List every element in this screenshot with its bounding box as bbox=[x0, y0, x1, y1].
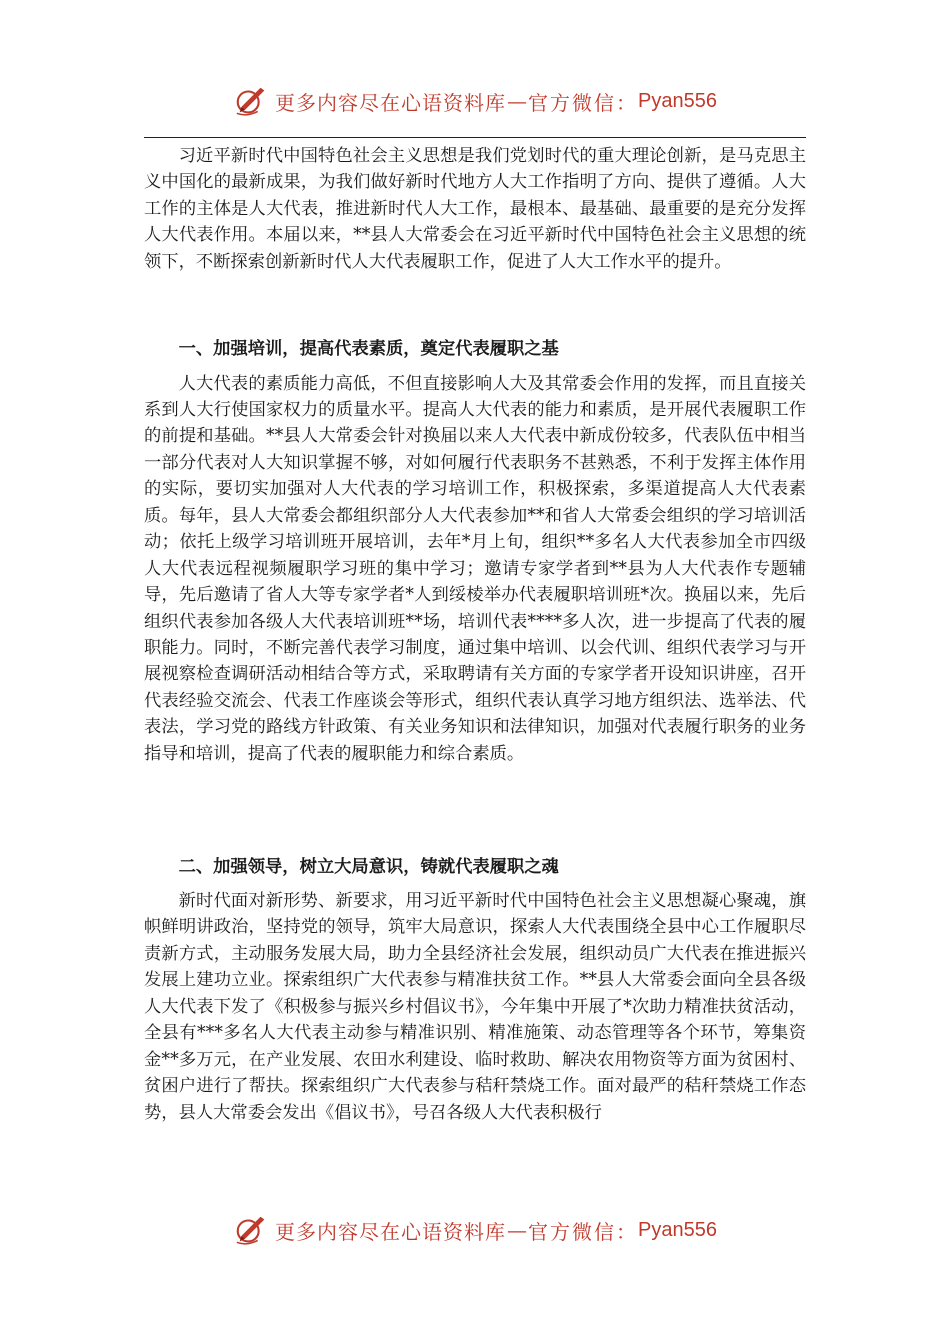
section-heading-1: 一、加强培训，提高代表素质，奠定代表履职之基 bbox=[178, 339, 559, 359]
pen-logo-icon bbox=[233, 1211, 271, 1249]
banner-title: 更多内容尽在心语资料库 bbox=[275, 90, 507, 115]
footer-banner bbox=[0, 1208, 950, 1252]
banner-title: 更多内容尽在心语资料库 bbox=[275, 1219, 507, 1244]
header-banner bbox=[0, 79, 950, 123]
section-1-paragraph: 人大代表的素质能力高低，不但直接影响人大及其常委会作用的发挥，而且直接关系到人大行使国家权力的质量水平。提高人大代表的能力和素质，是开展代表履职工作的前提和基础。**县人大常委会针对换届以来人大代表中新成份较多，代表队伍中相当一部分代表对人大知识掌握不够，对如何履行代表职务不甚熟悉，不利于发挥主体作用的实际，要切实加强对人大代表的学习培训工作，积极探索，多渠道提高人大代表素质。每年，县人大常委会都组织部分人大代表参加**和省人大常委会组织的学习培训活动；依托上级学习培训班开展培训，去年*月上旬，组织**多名人大代表参加全市四级人大代表远程视频履职学习班的集中学习；邀请专家学者到**县为人大代表作专题辅导，先后邀请了省人大等专家学者*人到绥棱举办代表履职培训班*次。换届以来，先后组织代表参加各级人大代表培训班**场，培训代表****多人次，进一步提高了代表的履职能力。同时，不断完善代表学习制度，通过集中培训、以会代训、组织代表学习与开展视察检查调研活动相结合等方式，采取聘请有关方面的专家学者开设知识讲座，召开代表经验交流会、代表工作座谈会等形式，组织代表认真学习地方组织法、选举法、代表法，学习党的路线方针政策、有关业务知识和法律知识，加强对代表履行职务的业务指导和培训，提高了代表的履职能力和综合素质。 bbox=[144, 373, 806, 764]
intro-paragraph: 习近平新时代中国特色社会主义思想是我们党划时代的重大理论创新，是马克思主义中国化的最新成果，为我们做好新时代地方人大工作指明了方向、提供了遵循。人大工作的主体是人大代表，推进新时代人大工作，最根本、最基础、最重要的是充分发挥人大代表作用。本届以来，**县人大常委会在习近平新时代中国特色社会主义思想的统领下，不断探索创新新时代人大代表履职工作，促进了人大工作水平的提升。 bbox=[144, 146, 806, 272]
banner-wechat-id: Pyan556 bbox=[638, 1218, 717, 1241]
section-heading-2: 二、加强领导，树立大局意识，铸就代表履职之魂 bbox=[178, 856, 559, 877]
banner-wechat-id: Pyan556 bbox=[638, 89, 717, 112]
document-body bbox=[144, 143, 806, 1126]
pen-logo-icon bbox=[233, 82, 271, 120]
banner-separator: — bbox=[507, 89, 528, 113]
header-divider bbox=[144, 137, 806, 138]
section-2-paragraph: 新时代面对新形势、新要求，用习近平新时代中国特色社会主义思想凝心聚魂，旗帜鲜明讲政治，坚持党的领导，筑牢大局意识，探索人大代表围绕全县中心工作履职尽责新方式，主动服务发展大局，助力全县经济社会发展，组织动员广大代表在推进振兴发展上建功立业。探索组织广大代表参与精准扶贫工作。**县人大常委会面向全县各级人大代表下发了《积极参与振兴乡村倡议书》，今年集中开展了*次助力精准扶贫活动，全县有***多名人大代表主动参与精准识别、精准施策、动态管理等各个环节，筹集资金**多万元，在产业发展、农田水利建设、临时救助、解决农用物资等方面为贫困村、贫困户进行了帮扶。探索组织广大代表参与秸秆禁烧工作。面对最严的秸秆禁烧工作态势，县人大常委会发出《倡议书》，号召各级人大代表积极行 bbox=[144, 891, 806, 1123]
banner-separator: — bbox=[507, 1218, 528, 1242]
banner-wechat-label: 官方微信： bbox=[528, 1219, 639, 1244]
banner-wechat-label: 官方微信： bbox=[528, 90, 639, 115]
